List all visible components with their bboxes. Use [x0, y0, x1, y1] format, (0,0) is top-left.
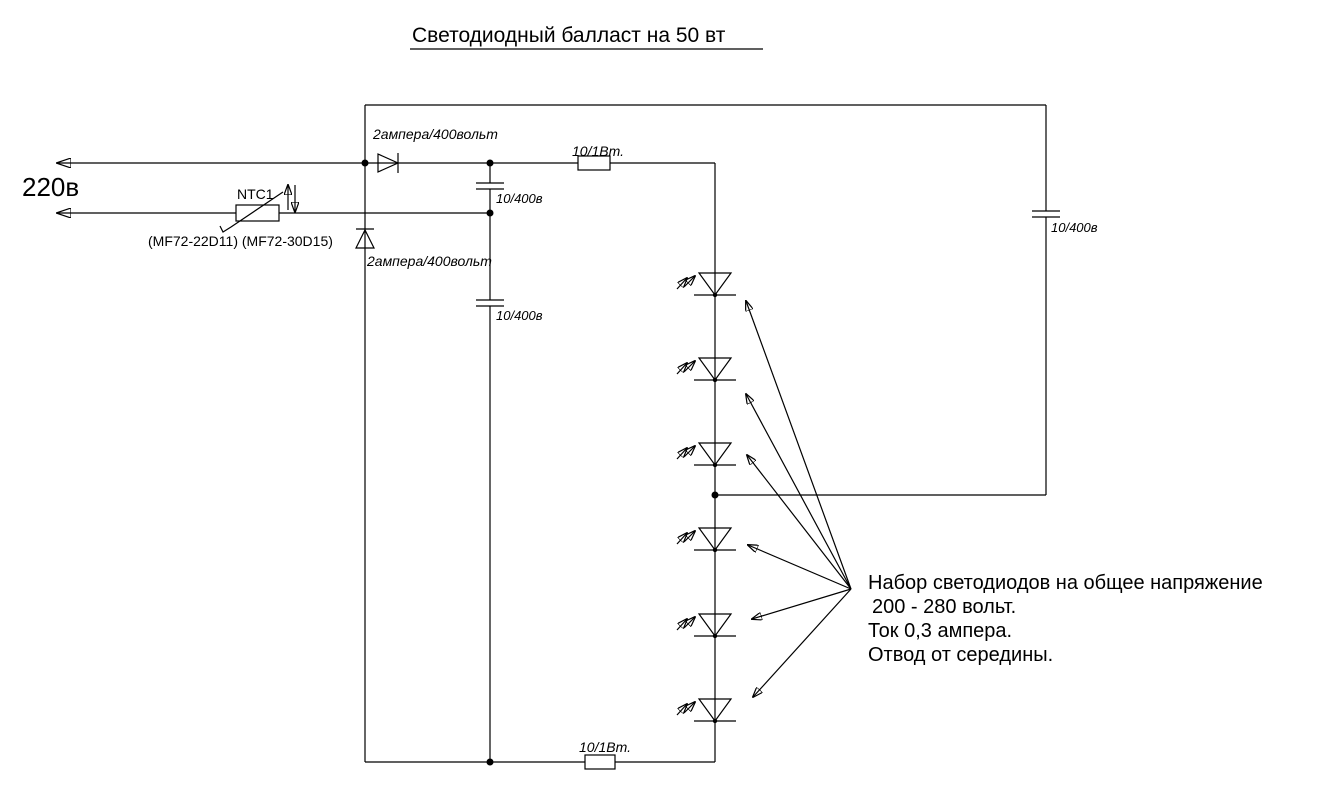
- junction-dot: [362, 160, 369, 167]
- led-5: [677, 614, 736, 638]
- annotation-arrows: [746, 301, 851, 697]
- diode-bottom: [356, 229, 492, 269]
- junction-dots: [362, 160, 719, 766]
- ntc-thermistor: [148, 185, 333, 249]
- capacitor-label: 10/400в: [1051, 220, 1098, 235]
- resistor-top: [572, 143, 624, 170]
- schematic-title: Светодиодный балласт на 50 вт: [412, 24, 726, 47]
- led-6: [677, 699, 736, 723]
- resistor-bottom: [579, 739, 631, 769]
- led-string: [677, 273, 736, 723]
- ntc-name-label: NTC1: [237, 186, 274, 202]
- capacitor-right: [1032, 211, 1098, 235]
- annotation-line-2: 200 - 280 вольт.: [872, 596, 1017, 618]
- resistor-label: 10/1Вт.: [579, 739, 631, 755]
- resistor-body: [585, 755, 615, 769]
- annotation-line-4: Отвод от середины.: [868, 644, 1054, 666]
- led-1: [677, 273, 736, 297]
- pointer-arrow-led-2: [746, 394, 851, 589]
- annotation-text: [868, 572, 1263, 666]
- diode-bottom-label: 2ампера/400вольт: [367, 253, 492, 269]
- led-3: [677, 443, 736, 467]
- diode-top: [372, 126, 498, 173]
- capacitor-label: 10/400в: [496, 308, 543, 323]
- junction-dot: [712, 492, 719, 499]
- pointer-arrow-led-6: [753, 589, 851, 697]
- pointer-arrow-led-4: [748, 545, 851, 589]
- led-2: [677, 358, 736, 382]
- capacitor-left-upper: [476, 183, 543, 206]
- input-voltage-label: 220в: [22, 172, 80, 202]
- led-4: [677, 528, 736, 552]
- annotation-line-3: Ток 0,3 ампера.: [868, 620, 1013, 642]
- resistor-label: 10/1Вт.: [572, 143, 624, 159]
- capacitor-left-lower: [476, 300, 543, 323]
- pointer-arrow-led-1: [746, 301, 851, 589]
- pointer-arrow-led-3: [747, 455, 851, 589]
- junction-dot: [487, 210, 494, 217]
- annotation-line-1: Набор светодиодов на общее напряжение: [868, 572, 1263, 594]
- diode-top-label: 2ампера/400вольт: [373, 126, 498, 142]
- ntc-models-label: (MF72-22D11) (MF72-30D15): [148, 233, 333, 249]
- capacitor-label: 10/400в: [496, 191, 543, 206]
- pointer-arrow-led-5: [752, 589, 851, 619]
- junction-dot: [487, 759, 494, 766]
- junction-dot: [487, 160, 494, 167]
